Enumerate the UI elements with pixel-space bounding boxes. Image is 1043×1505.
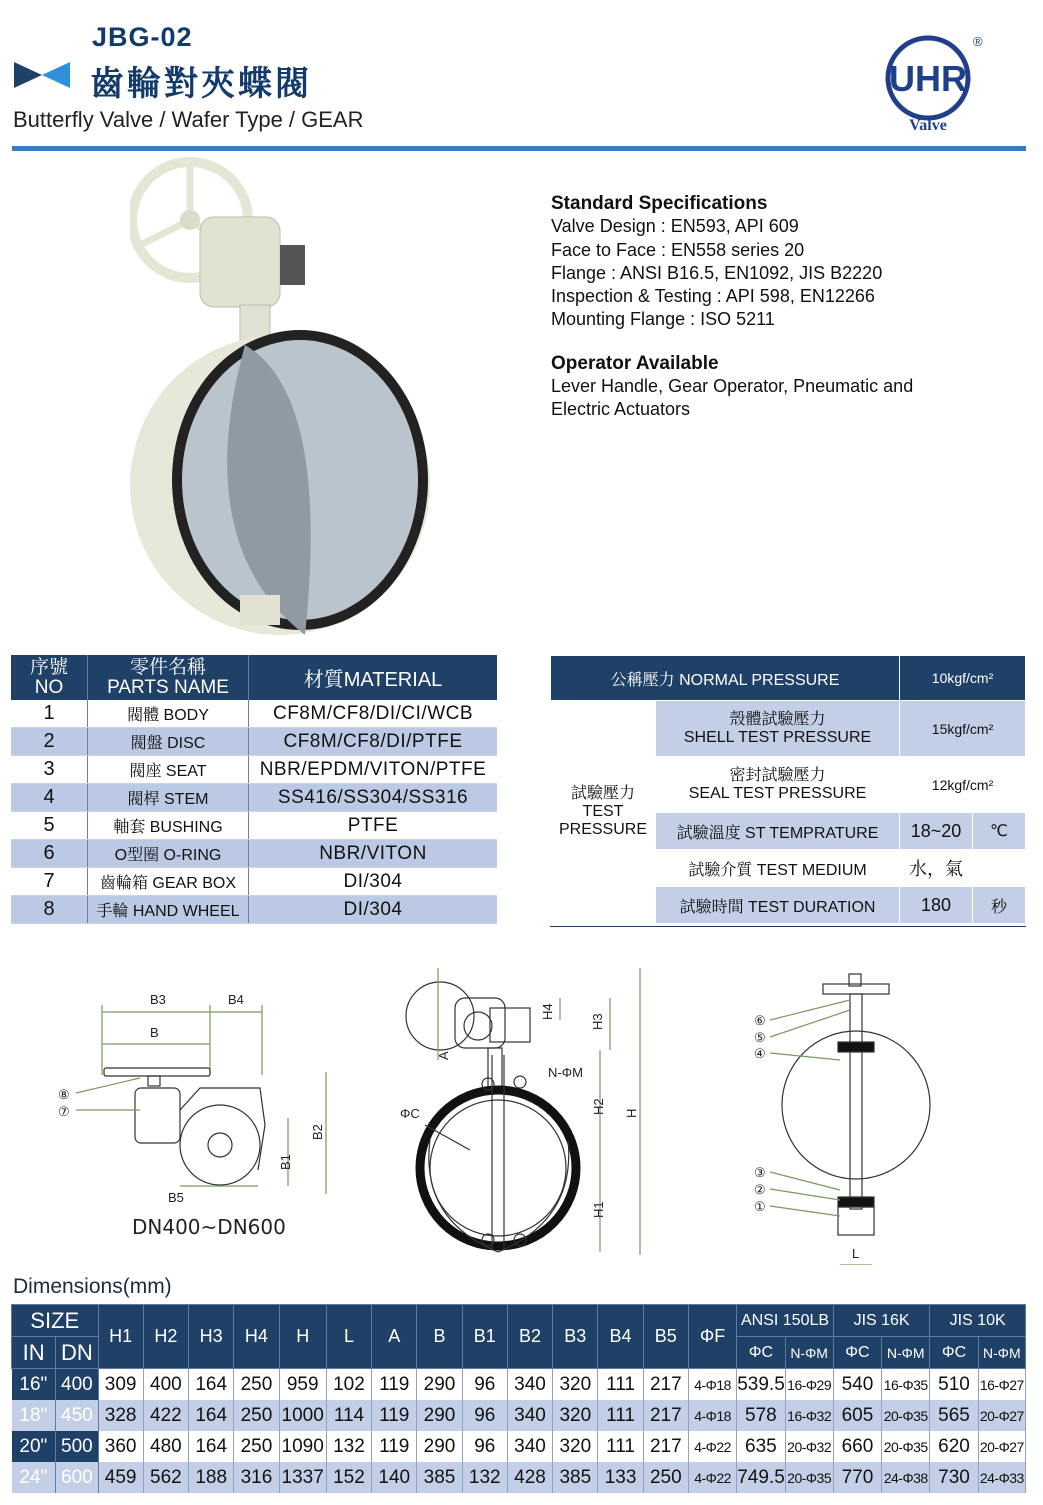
- size-in-cell: 24": [12, 1462, 56, 1493]
- dimensions-title: Dimensions(mm): [13, 1275, 172, 1298]
- flange-cell: 660: [833, 1431, 881, 1462]
- duration-value: 180: [900, 887, 973, 924]
- dimension-cell: 217: [643, 1369, 688, 1401]
- col-l: L: [326, 1305, 371, 1369]
- dimension-cell: 290: [417, 1369, 462, 1401]
- dimension-cell: 320: [553, 1369, 598, 1401]
- table-row: [12, 1369, 1026, 1401]
- table-row: 3 閥座 SEAT NBR/EPDM/VITON/PTFE: [11, 756, 497, 784]
- shell-test-value: 15kgf/cm²: [900, 701, 1026, 757]
- flange-cell: 16-Φ35: [882, 1369, 930, 1401]
- dimension-cell: 4-Φ22: [688, 1462, 736, 1493]
- parts-table: [11, 655, 497, 924]
- butterfly-valve-icon: [12, 60, 72, 90]
- flange-cell: 510: [930, 1369, 978, 1401]
- standard-spec-title: Standard Specifications: [551, 193, 768, 214]
- dimension-cell: 340: [507, 1369, 552, 1401]
- flange-cell: 540: [833, 1369, 881, 1401]
- label-a: A: [436, 1051, 451, 1060]
- col-h3: H3: [189, 1305, 234, 1369]
- dimension-cell: 96: [462, 1431, 507, 1462]
- flange-cell: 20-Φ32: [785, 1431, 833, 1462]
- callout-5: ⑤: [754, 1030, 766, 1045]
- table-row: 5 軸套 BUSHING PTFE: [11, 812, 497, 840]
- dimension-cell: 250: [234, 1369, 279, 1401]
- label-b4: B4: [228, 992, 244, 1007]
- duration-unit: 秒: [973, 887, 1026, 924]
- col-h: H: [279, 1305, 326, 1369]
- dimension-cell: 111: [598, 1369, 643, 1401]
- dimension-cell: 340: [507, 1431, 552, 1462]
- normal-pressure-value: 10kgf/cm²: [900, 656, 1026, 701]
- flange-cell: 565: [930, 1400, 978, 1431]
- medium-value: 水，氣: [900, 850, 973, 887]
- dimension-cell: 422: [143, 1400, 188, 1431]
- flange-cell: 539.5: [737, 1369, 785, 1401]
- flange-cell: 20-Φ35: [882, 1400, 930, 1431]
- spec-line: Face to Face : EN558 series 20: [551, 239, 805, 260]
- dimension-cell: 250: [234, 1400, 279, 1431]
- dimension-cell: 385: [417, 1462, 462, 1493]
- dimension-cell: 4-Φ18: [688, 1400, 736, 1431]
- dimension-cell: 562: [143, 1462, 188, 1493]
- col-h2: H2: [143, 1305, 188, 1369]
- label-b5: B5: [168, 1190, 184, 1205]
- callout-1: ①: [754, 1199, 766, 1214]
- in-header: IN: [12, 1337, 56, 1369]
- sub-pc: ΦC: [833, 1337, 881, 1369]
- size-in-cell: 16": [12, 1369, 56, 1401]
- table-row: [12, 1431, 1026, 1462]
- header-no: 序號 NO: [11, 655, 88, 700]
- spec-line: Mounting Flange : ISO 5211: [551, 309, 775, 330]
- dimension-cell: 320: [553, 1400, 598, 1431]
- size-header: SIZE: [12, 1305, 99, 1337]
- registered-mark: ®: [973, 34, 983, 49]
- callout-6: ⑥: [754, 1013, 766, 1028]
- dimension-cell: 217: [643, 1431, 688, 1462]
- size-in-cell: 18": [12, 1400, 56, 1431]
- dimension-cell: 164: [189, 1400, 234, 1431]
- flange-cell: 24-Φ38: [882, 1462, 930, 1493]
- medium-label: 試驗介質 TEST MEDIUM: [656, 850, 900, 887]
- table-row: 2 閥盤 DISC CF8M/CF8/DI/PTFE: [11, 728, 497, 756]
- group-jis10k: JIS 10K: [930, 1305, 1026, 1337]
- table-row: [12, 1462, 1026, 1493]
- dimension-cell: 4-Φ22: [688, 1431, 736, 1462]
- col-b5: B5: [643, 1305, 688, 1369]
- dimension-cell: 132: [326, 1431, 371, 1462]
- table-row: 6 O型圈 O-RING NBR/VITON: [11, 840, 497, 868]
- seal-test-value: 12kgf/cm²: [900, 757, 1026, 813]
- flange-cell: 635: [737, 1431, 785, 1462]
- product-code: JBG-02: [92, 22, 193, 52]
- brand-logo: [880, 34, 990, 134]
- label-h: H: [624, 1108, 639, 1118]
- header-divider: [12, 146, 1026, 151]
- dimension-cell: 133: [598, 1462, 643, 1493]
- col-b2: B2: [507, 1305, 552, 1369]
- dimension-cell: 290: [417, 1431, 462, 1462]
- flange-cell: 578: [737, 1400, 785, 1431]
- sub-nm: N-ΦM: [785, 1337, 833, 1369]
- pressure-table-bottom-rule: [550, 926, 1026, 927]
- dimension-cell: 959: [279, 1369, 326, 1401]
- valve-photo: [130, 155, 430, 635]
- flange-cell: 770: [833, 1462, 881, 1493]
- sub-nm: N-ΦM: [882, 1337, 930, 1369]
- spec-line: Flange : ANSI B16.5, EN1092, JIS B2220: [551, 262, 883, 283]
- temperature-label: 試驗溫度 ST TEMPRATURE: [656, 813, 900, 850]
- dimension-cell: 400: [143, 1369, 188, 1401]
- table-row: 7 齒輪箱 GEAR BOX DI/304: [11, 868, 497, 896]
- product-title-zh: 齒輪對夾蝶閥: [90, 64, 312, 104]
- label-h1: H1: [591, 1201, 606, 1218]
- size-dn-cell: 600: [56, 1462, 98, 1493]
- dimension-cell: 188: [189, 1462, 234, 1493]
- shell-test-label: 殼體試驗壓力 SHELL TEST PRESSURE: [656, 701, 900, 757]
- dimension-cell: 119: [372, 1369, 417, 1401]
- group-ansi: ANSI 150LB: [737, 1305, 834, 1337]
- sub-pc: ΦC: [930, 1337, 978, 1369]
- product-subtitle: Butterfly Valve / Wafer Type / GEAR: [13, 107, 364, 132]
- col-h4: H4: [234, 1305, 279, 1369]
- dimensions-table: [11, 1304, 1026, 1493]
- operator-line: Lever Handle, Gear Operator, Pneumatic and: [551, 376, 914, 397]
- operator-line: Electric Actuators: [551, 399, 691, 420]
- label-h3: H3: [590, 1013, 605, 1030]
- callout-3: ③: [754, 1165, 766, 1180]
- dimension-cell: 152: [326, 1462, 371, 1493]
- size-range-label: DN400~DN600: [132, 1215, 286, 1239]
- dimension-cell: 111: [598, 1431, 643, 1462]
- col-b1: B1: [462, 1305, 507, 1369]
- dimension-cell: 320: [553, 1431, 598, 1462]
- flange-cell: 24-Φ33: [978, 1462, 1025, 1493]
- col-pf: ΦF: [688, 1305, 736, 1369]
- specifications: [551, 192, 913, 422]
- duration-label: 試驗時間 TEST DURATION: [656, 887, 900, 924]
- brand-text: Valve: [909, 117, 947, 134]
- brand-mark: UHR: [889, 58, 967, 99]
- label-h2: H2: [591, 1098, 606, 1115]
- seal-test-label: 密封試驗壓力 SEAL TEST PRESSURE: [656, 757, 900, 813]
- flange-cell: 20-Φ35: [785, 1462, 833, 1493]
- dimension-cell: 328: [98, 1400, 143, 1431]
- temperature-value: 18~20: [900, 813, 973, 850]
- header-parts-name: 零件名稱 PARTS NAME: [88, 655, 249, 700]
- dimension-cell: 140: [372, 1462, 417, 1493]
- dimension-cell: 290: [417, 1400, 462, 1431]
- callout-4: ④: [754, 1046, 766, 1061]
- dimension-cell: 459: [98, 1462, 143, 1493]
- dimension-cell: 96: [462, 1400, 507, 1431]
- col-b4: B4: [598, 1305, 643, 1369]
- group-jis16k: JIS 16K: [833, 1305, 930, 1337]
- dimension-cell: 360: [98, 1431, 143, 1462]
- spec-line: Inspection & Testing : API 598, EN12266: [551, 286, 875, 307]
- table-row: 8 手輪 HAND WHEEL DI/304: [11, 896, 497, 924]
- spec-line: Valve Design : EN593, API 609: [551, 216, 799, 237]
- label-l: L: [852, 1246, 860, 1261]
- section-drawing: [770, 974, 930, 1265]
- dimension-cell: 340: [507, 1400, 552, 1431]
- col-a: A: [372, 1305, 417, 1369]
- label-h4: H4: [540, 1003, 555, 1020]
- flange-cell: 20-Φ35: [882, 1431, 930, 1462]
- dimension-cell: 4-Φ18: [688, 1369, 736, 1401]
- flange-cell: 20-Φ27: [978, 1431, 1025, 1462]
- flange-cell: 20-Φ27: [978, 1400, 1025, 1431]
- label-b2: B2: [310, 1124, 325, 1140]
- dimension-cell: 385: [553, 1462, 598, 1493]
- normal-pressure-label: 公稱壓力 NORMAL PRESSURE: [551, 656, 900, 701]
- dimension-cell: 114: [326, 1400, 371, 1431]
- dn-header: DN: [56, 1337, 98, 1369]
- dimension-cell: 119: [372, 1431, 417, 1462]
- size-dn-cell: 400: [56, 1369, 98, 1401]
- table-row: [12, 1400, 1026, 1431]
- flange-cell: 16-Φ32: [785, 1400, 833, 1431]
- sub-nm: N-ΦM: [978, 1337, 1025, 1369]
- size-dn-cell: 450: [56, 1400, 98, 1431]
- dimension-cell: 102: [326, 1369, 371, 1401]
- dimension-cell: 164: [189, 1369, 234, 1401]
- label-b3: B3: [150, 992, 166, 1007]
- table-row: 4 閥桿 STEM SS416/SS304/SS316: [11, 784, 497, 812]
- label-b: B: [150, 1025, 159, 1040]
- dimension-cell: 96: [462, 1369, 507, 1401]
- size-in-cell: 20": [12, 1431, 56, 1462]
- dimension-cell: 316: [234, 1462, 279, 1493]
- dimension-cell: 309: [98, 1369, 143, 1401]
- test-pressure-group: 試驗壓力 TEST PRESSURE: [551, 701, 656, 924]
- dimension-cell: 217: [643, 1400, 688, 1431]
- dimension-cell: 1000: [279, 1400, 326, 1431]
- technical-drawings: [0, 960, 1043, 1265]
- flange-cell: 605: [833, 1400, 881, 1431]
- dimension-cell: 428: [507, 1462, 552, 1493]
- callout-7: ⑦: [58, 1104, 70, 1119]
- size-dn-cell: 500: [56, 1431, 98, 1462]
- pressure-table: [550, 655, 1026, 924]
- dimension-cell: 132: [462, 1462, 507, 1493]
- dimension-cell: 1337: [279, 1462, 326, 1493]
- col-b: B: [417, 1305, 462, 1369]
- dimension-cell: 480: [143, 1431, 188, 1462]
- dimension-cell: 119: [372, 1400, 417, 1431]
- dimension-cell: 250: [234, 1431, 279, 1462]
- dimensions-body: [12, 1369, 1026, 1494]
- operator-title: Operator Available: [551, 352, 719, 374]
- dimension-cell: 111: [598, 1400, 643, 1431]
- flange-cell: 730: [930, 1462, 978, 1493]
- col-h1: H1: [98, 1305, 143, 1369]
- label-nm: N-ΦM: [548, 1065, 583, 1080]
- dimension-cell: 1090: [279, 1431, 326, 1462]
- callout-8: ⑧: [58, 1087, 70, 1102]
- dimension-cell: 250: [643, 1462, 688, 1493]
- dimension-cell: 164: [189, 1431, 234, 1462]
- header-material: 材質MATERIAL: [249, 655, 498, 700]
- temperature-unit: ℃: [973, 813, 1026, 850]
- flange-cell: 749.5: [737, 1462, 785, 1493]
- table-row: 1 閥體 BODY CF8M/CF8/DI/CI/WCB: [11, 700, 497, 728]
- callout-2: ②: [754, 1182, 766, 1197]
- flange-cell: 16-Φ27: [978, 1369, 1025, 1401]
- label-b1: B1: [278, 1154, 293, 1170]
- col-b3: B3: [553, 1305, 598, 1369]
- label-pc: ΦC: [400, 1106, 420, 1121]
- sub-pc: ΦC: [737, 1337, 785, 1369]
- flange-cell: 16-Φ29: [785, 1369, 833, 1401]
- flange-cell: 620: [930, 1431, 978, 1462]
